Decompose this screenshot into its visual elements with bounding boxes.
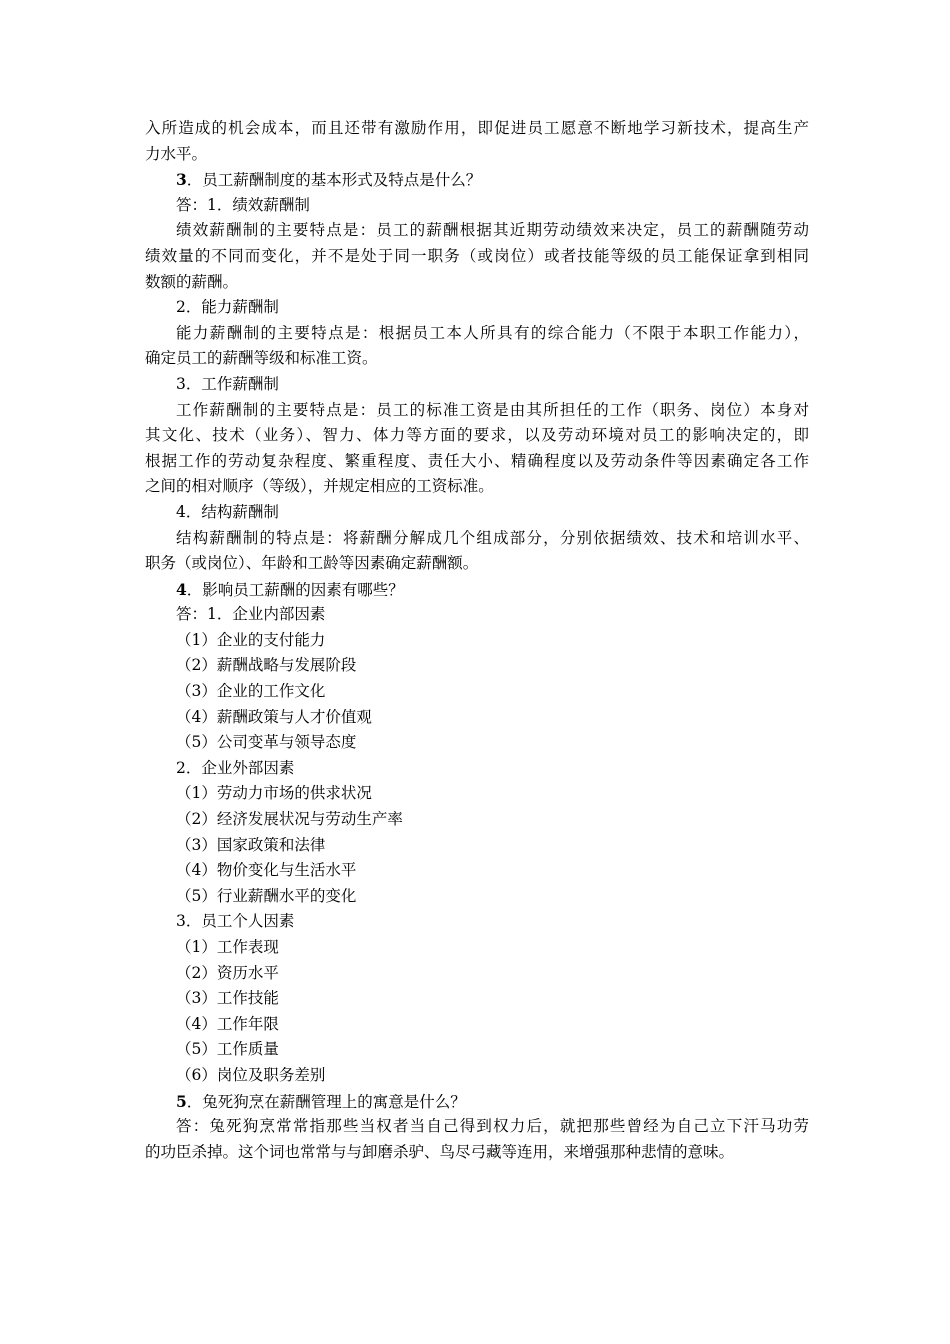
q4-heading-2: 2．企业外部因素 bbox=[176, 758, 295, 777]
list-item: （1）企业的支付能力 bbox=[176, 630, 326, 649]
q3-heading-4: 4．结构薪酬制 bbox=[176, 502, 279, 521]
list-item: （3）国家政策和法律 bbox=[176, 835, 326, 854]
q3-p3-line-1: 工作薪酬制的主要特点是：员工的标准工资是由其所担任的工作（职务、岗位）本身对 bbox=[176, 400, 809, 419]
list-item: （4）工作年限 bbox=[176, 1014, 279, 1033]
list-item: （6）岗位及职务差别 bbox=[176, 1065, 326, 1084]
question-4 bbox=[145, 577, 809, 603]
q5-answer-line-2: 的功臣杀掉。这个词也常常与与卸磨杀驴、鸟尽弓藏等连用，来增强那种悲情的意味。 bbox=[145, 1142, 735, 1161]
q5-answer-line-1: 答：兔死狗烹常常指那些当权者当自己得到权力后，就把那些曾经为自己立下汗马功劳 bbox=[176, 1117, 809, 1136]
q3-p1-line-3: 数额的薪酬。 bbox=[145, 272, 239, 291]
list-item: （2）经济发展状况与劳动生产率 bbox=[176, 810, 403, 829]
list-item: （5）公司变革与领导态度 bbox=[176, 733, 357, 752]
q4-heading-3: 3．员工个人因素 bbox=[176, 912, 295, 931]
question-4-text: ．影响员工薪酬的因素有哪些？ bbox=[186, 580, 404, 599]
question-4-number: 4 bbox=[176, 579, 187, 599]
q3-heading-2: 2．能力薪酬制 bbox=[176, 298, 279, 317]
intro-line-2: 力水平。 bbox=[145, 144, 208, 163]
list-item: （1）劳动力市场的供求状况 bbox=[176, 784, 372, 803]
list-item: （4）物价变化与生活水平 bbox=[176, 861, 357, 880]
q3-p4-line-2: 职务（或岗位）、年龄和工龄等因素确定薪酬额。 bbox=[145, 554, 479, 573]
q3-p2-line-1: 能力薪酬制的主要特点是：根据员工本人所具有的综合能力（不限于本职工作能力）， bbox=[176, 323, 809, 342]
question-5-text: ．兔死狗烹在薪酬管理上的寓意是什么？ bbox=[186, 1092, 466, 1111]
q4-answer-label: 答：1．企业内部因素 bbox=[176, 605, 326, 624]
document-body bbox=[145, 116, 809, 1165]
question-5-number: 5 bbox=[176, 1091, 187, 1111]
q3-p1-line-2: 绩效量的不同而变化，并不是处于同一职务（或岗位）或者技能等级的员工能保证拿到相同 bbox=[145, 246, 809, 265]
question-5 bbox=[145, 1089, 809, 1115]
list-item: （1）工作表现 bbox=[176, 938, 279, 956]
q3-p3-line-4: 之间的相对顺序（等级），并规定相应的工资标准。 bbox=[145, 477, 494, 496]
list-item: （2）资历水平 bbox=[176, 963, 279, 982]
question-3 bbox=[145, 167, 809, 193]
list-item: （2）薪酬战略与发展阶段 bbox=[176, 656, 357, 675]
list-item: （5）行业薪酬水平的变化 bbox=[176, 886, 357, 905]
intro-line-1: 入所造成的机会成本，而且还带有激励作用，即促进员工愿意不断地学习新技术，提高生产 bbox=[145, 119, 809, 137]
q3-heading-3: 3．工作薪酬制 bbox=[176, 374, 279, 393]
list-item: （3）企业的工作文化 bbox=[176, 682, 326, 701]
q3-p3-line-2: 其文化、技术（业务）、智力、体力等方面的要求，以及劳动环境对员工的影响决定的，即 bbox=[145, 426, 809, 445]
list-item: （5）工作质量 bbox=[176, 1040, 279, 1059]
question-3-number: 3 bbox=[176, 170, 187, 190]
q3-answer-label: 答：1．绩效薪酬制 bbox=[176, 195, 310, 214]
question-3-text: ．员工薪酬制度的基本形式及特点是什么？ bbox=[186, 171, 482, 190]
q3-p3-line-3: 根据工作的劳动复杂程度、繁重程度、责任大小、精确程度以及劳动条件等因素确定各工作 bbox=[145, 451, 809, 470]
q3-p4-line-1: 结构薪酬制的特点是：将薪酬分解成几个组成部分，分别依据绩效、技术和培训水平、 bbox=[176, 528, 809, 547]
list-item: （4）薪酬政策与人才价值观 bbox=[176, 707, 372, 726]
q3-p1-line-1: 绩效薪酬制的主要特点是：员工的薪酬根据其近期劳动绩效来决定，员工的薪酬随劳动 bbox=[176, 221, 809, 240]
q3-p2-line-2: 确定员工的薪酬等级和标准工资。 bbox=[145, 349, 378, 368]
list-item: （3）工作技能 bbox=[176, 989, 279, 1008]
